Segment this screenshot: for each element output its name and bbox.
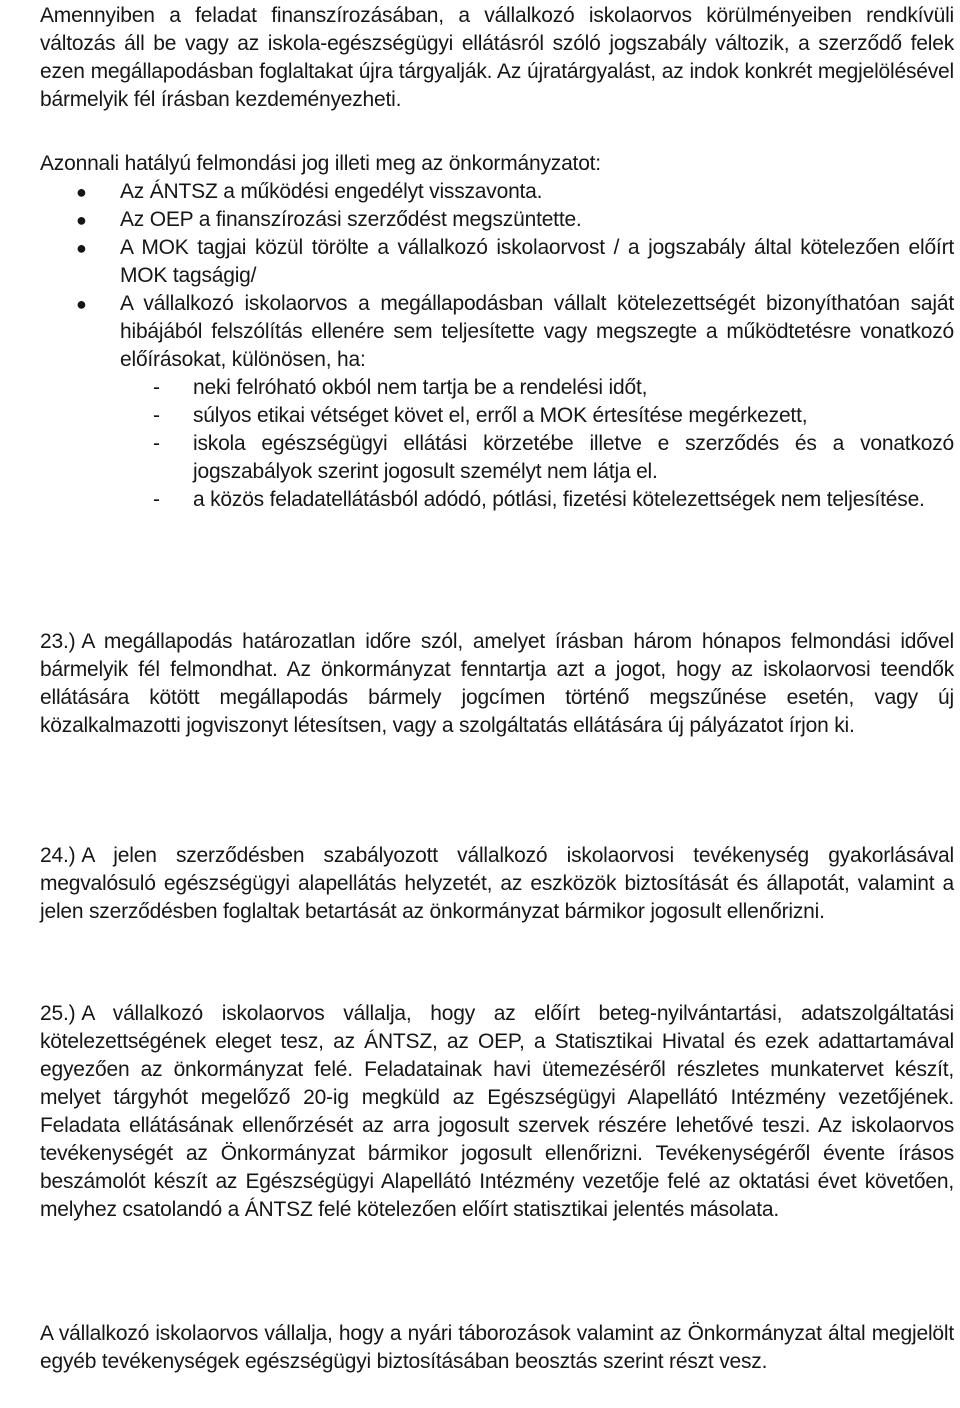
section-number: 24.) [40, 844, 76, 867]
dash-icon: - [153, 376, 160, 399]
conditions-list [120, 374, 954, 514]
termination-list [40, 178, 954, 514]
dash-icon: - [153, 488, 160, 511]
termination-item: ● Az ÁNTSZ a működési engedélyt visszavonta. [40, 178, 954, 206]
section-number: 23.) [40, 630, 76, 653]
section-text: A vállalkozó iskolaorvos vállalja, hogy az előírt beteg-nyilvántartási, adatszolgáltatási kötelezettségének eleget tesz, az ÁNTSZ, az OEP, a Statisztikai Hivatal és ezek adattartamával egyezően az önkormányzat felé. Feladatainak havi ütemezéséről részletes munkatervet készít, melyet tárgyhót megelőző 20-ig megküld az Egészségügyi Alapellátó Intézmény vezetőjének. Feladata ellátásának ellenőrzését az arra jogosult szervek részére lehetővé teszi. Az iskolaorvos tevékenységét az Önkormányzat bármikor jogosult ellenőrizni. Tevékenységéről évente írásos beszámolót készít az Egészségügyi Alapellátó Intézmény vezetője felé az oktatási évet követően, melyhez csatolandó a ÁNTSZ felé kötelezően előírt statisztikai jelentés másolata. [40, 1002, 954, 1221]
bullet-icon: ● [76, 210, 87, 230]
section-24 [40, 842, 954, 926]
termination-intro: Azonnali hatályú felmondási jog illeti meg az önkormányzatot: [40, 152, 601, 175]
closing-paragraph: A vállalkozó iskolaorvos vállalja, hogy a nyári táborozások valamint az Önkormányzat által megjelölt egyéb tevékenységek egészségügyi biztosításában beosztás szerint részt vesz. [40, 1322, 954, 1373]
termination-item: ● A vállalkozó iskolaorvos a megállapodásban vállalt kötelezettségét bizonyíthatóan saját hibájából felszólítás ellenére sem teljesítette vagy megszegte a működtetésre vonatkozó előírásokat, különösen, ha: - neki felróható okból nem tartja be a rendelési időt, - súlyos etikai vétséget követ el, erről a MOK értesítése megérkezett, - iskola egészségügyi ellátási körzetébe illetve e szerződés és a vonatkozó jogszabályok szerint jogosult személyt nem látja el. - a közös feladatellátásból adódó, pótlási, fizetési kötelezettségek nem teljesítése. [40, 290, 954, 514]
section-23 [40, 628, 954, 740]
intro-paragraph: Amennyiben a feladat finanszírozásában, a vállalkozó iskolaorvos körülményeiben rendkívüli változás áll be vagy az iskola-egészségügyi ellátásról szóló jogszabály változik, a szerződő felek ezen megállapodásban foglaltakat újra tárgyalják. Az újratárgyalást, az indok konkrét megjelölésével bármelyik fél írásban kezdeményezheti. [40, 4, 954, 111]
dash-icon: - [153, 432, 160, 455]
condition-item: - a közös feladatellátásból adódó, pótlási, fizetési kötelezettségek nem teljesítése. [120, 486, 954, 514]
section-25 [40, 1000, 954, 1224]
condition-item: - súlyos etikai vétséget követ el, erről a MOK értesítése megérkezett, [120, 402, 954, 430]
section-text: A megállapodás határozatlan időre szól, amelyet írásban három hónapos felmondási idővel bármelyik fél felmondhat. Az önkormányzat fenntartja azt a jogot, hogy az iskolaorvosi teendők ellátására kötött megállapodás bármely jogcímen történő megszűnése esetén, vagy új közalkalmazotti jogviszonyt létesítsen, vagy a szolgáltatás ellátására új pályázatot írjon ki. [40, 630, 954, 737]
bullet-icon: ● [76, 294, 87, 314]
bullet-icon: ● [76, 182, 87, 202]
section-text: A jelen szerződésben szabályozott vállalkozó iskolaorvosi tevékenység gyakorlásával megvalósuló egészségügyi alapellátás helyzetét, az eszközök biztosítását és állapotát, valamint a jelen szerződésben foglaltak betartását az önkormányzat bármikor jogosult ellenőrizni. [40, 844, 954, 923]
dash-icon: - [153, 404, 160, 427]
termination-item: ● Az OEP a finanszírozási szerződést megszüntette. [40, 206, 954, 234]
termination-item: ● A MOK tagjai közül törölte a vállalkozó iskolaorvost / a jogszabály által kötelezően előírt MOK tagságig/ [76, 236, 954, 287]
section-number: 25.) [40, 1002, 76, 1025]
bullet-icon: ● [76, 238, 87, 258]
condition-item: - neki felróható okból nem tartja be a rendelési időt, [120, 374, 954, 402]
condition-item: - iskola egészségügyi ellátási körzetébe illetve e szerződés és a vonatkozó jogszabályok szerint jogosult személyt nem látja el. [153, 432, 954, 483]
